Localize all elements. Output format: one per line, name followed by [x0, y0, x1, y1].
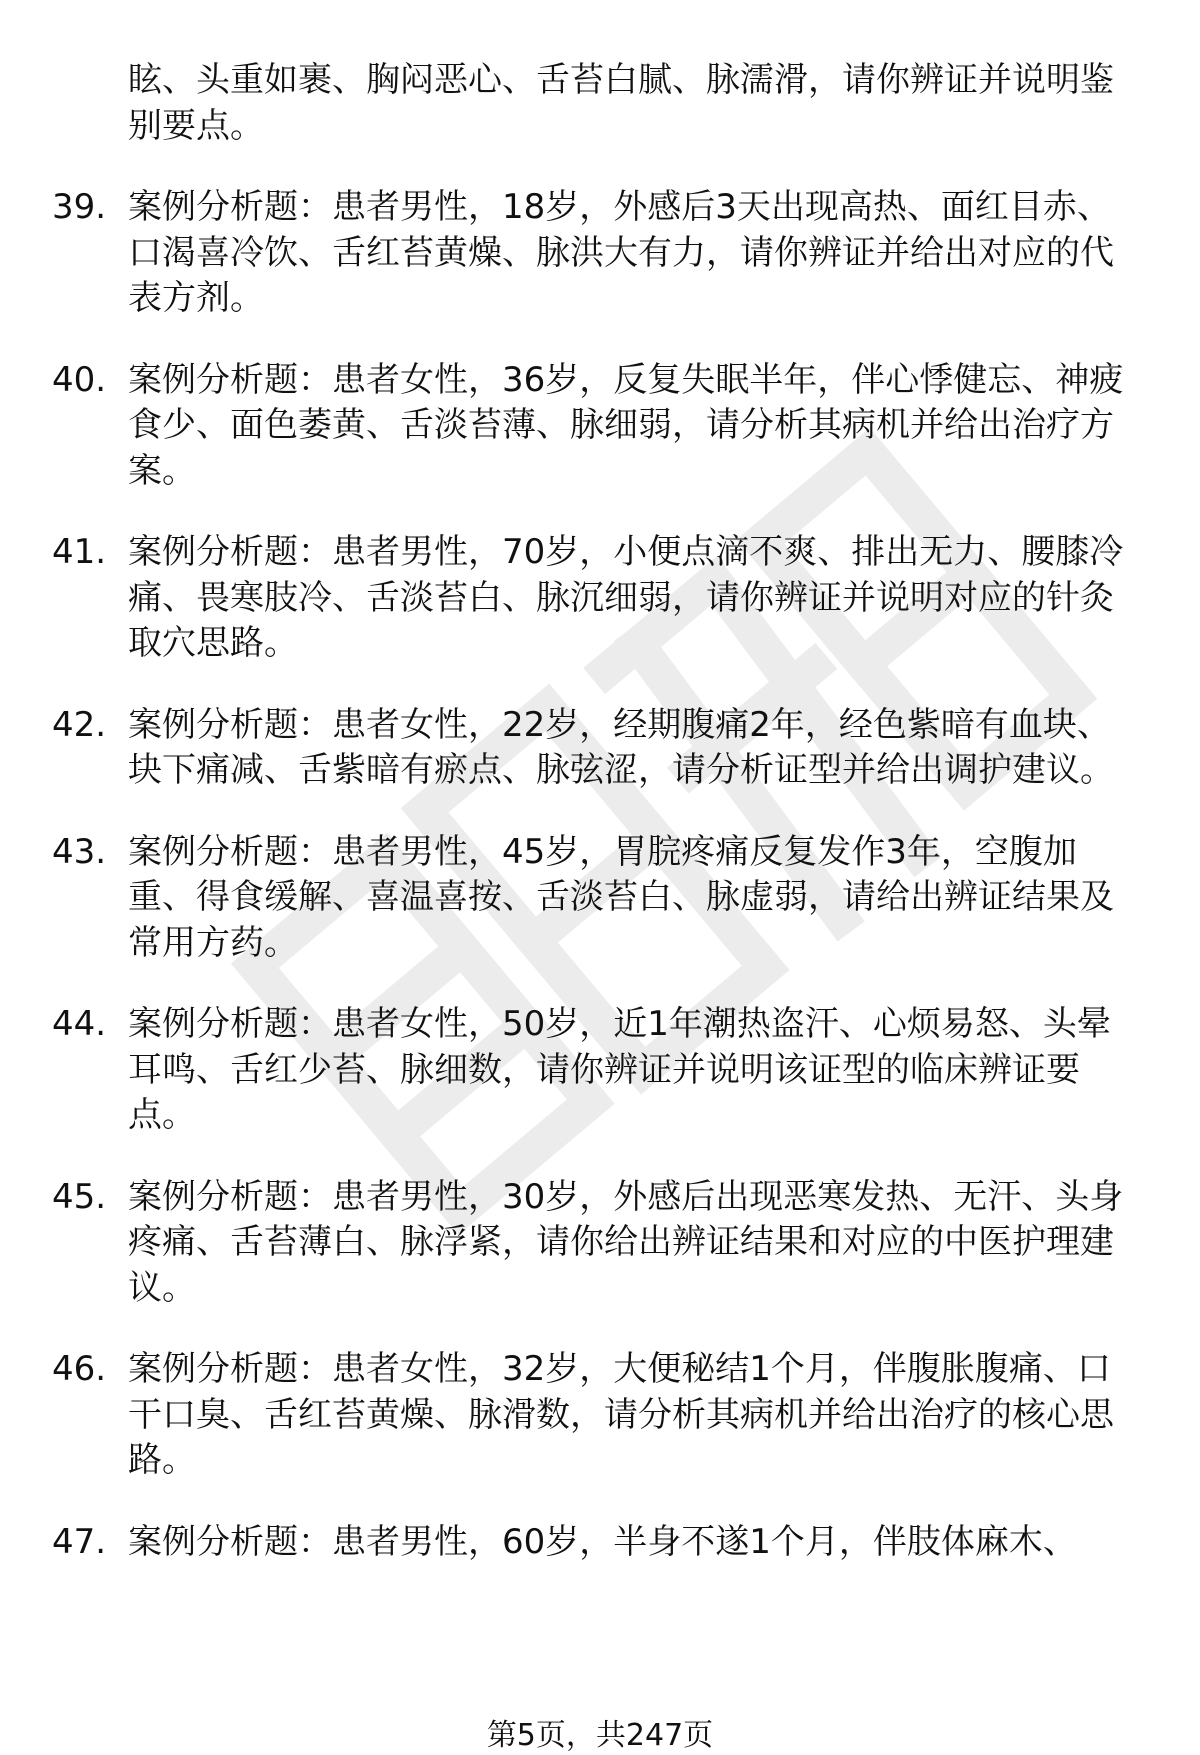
question-item — [0, 358, 1200, 495]
question-text: 案例分析题：患者男性，30岁，外感后出现恶寒发热、无汗、头身疼痛、舌苔薄白、脉浮紧，请你给出辨证结果和对应的中医护理建议。 — [128, 1176, 1124, 1308]
question-item — [0, 185, 1200, 322]
question-text: 案例分析题：患者女性，32岁，大便秘结1个月，伴腹胀腹痛、口干口臭、舌红苔黄燥、脉滑数，请分析其病机并给出治疗的核心思路。 — [128, 1349, 1114, 1480]
question-number: 47. — [52, 1521, 107, 1562]
continued-question-text: 眩、头重如裹、胸闷恶心、舌苔白腻、脉濡滑，请你辨证并说明鉴别要点。 — [128, 60, 1114, 146]
question-list — [0, 58, 1200, 1601]
question-item — [0, 530, 1200, 667]
question-number: 39. — [52, 187, 107, 227]
question-item — [0, 1520, 1200, 1566]
page-number-footer: 第5页，共247页 — [486, 1718, 714, 1753]
question-number: 42. — [52, 704, 107, 745]
question-number: 44. — [52, 1004, 107, 1044]
question-item — [0, 1002, 1200, 1139]
question-text: 案例分析题：患者女性，22岁，经期腹痛2年，经色紫暗有血块、块下痛减、舌紫暗有瘀点、脉弦涩，请分析证型并给出调护建议。 — [128, 704, 1114, 790]
question-text: 案例分析题：患者男性，18岁，外感后3天出现高热、面红目赤、口渴喜冷饮、舌红苔黄燥、脉洪大有力，请你辨证并给出对应的代表方剂。 — [128, 187, 1114, 318]
question-text: 案例分析题：患者女性，36岁，反复失眠半年，伴心悸健忘、神疲食少、面色萎黄、舌淡苔薄、脉细弱，请分析其病机并给出治疗方案。 — [128, 359, 1124, 491]
question-item — [0, 703, 1200, 794]
question-number: 43. — [52, 831, 107, 872]
question-item — [0, 1175, 1200, 1312]
question-item — [0, 1347, 1200, 1484]
question-number: 45. — [52, 1176, 107, 1217]
question-number: 40. — [52, 359, 107, 400]
question-text: 案例分析题：患者女性，50岁，近1年潮热盗汗、心烦易怒、头晕耳鸣、舌红少苔、脉细数，请你辨证并说明该证型的临床辨证要点。 — [128, 1004, 1111, 1135]
question-text: 案例分析题：患者男性，60岁，半身不遂1个月，伴肢体麻木、 — [128, 1521, 1077, 1562]
question-number: 46. — [52, 1349, 107, 1389]
question-number: 41. — [52, 532, 107, 572]
question-text: 案例分析题：患者男性，70岁，小便点滴不爽、排出无力、腰膝冷痛、畏寒肢冷、舌淡苔白、脉沉细弱，请你辨证并说明对应的针灸取穴思路。 — [128, 532, 1124, 663]
question-item — [0, 830, 1200, 967]
question-text: 案例分析题：患者男性，45岁，胃脘疼痛反复发作3年，空腹加重、得食缓解、喜温喜按、舌淡苔白、脉虚弱，请给出辨证结果及常用方药。 — [128, 831, 1114, 963]
